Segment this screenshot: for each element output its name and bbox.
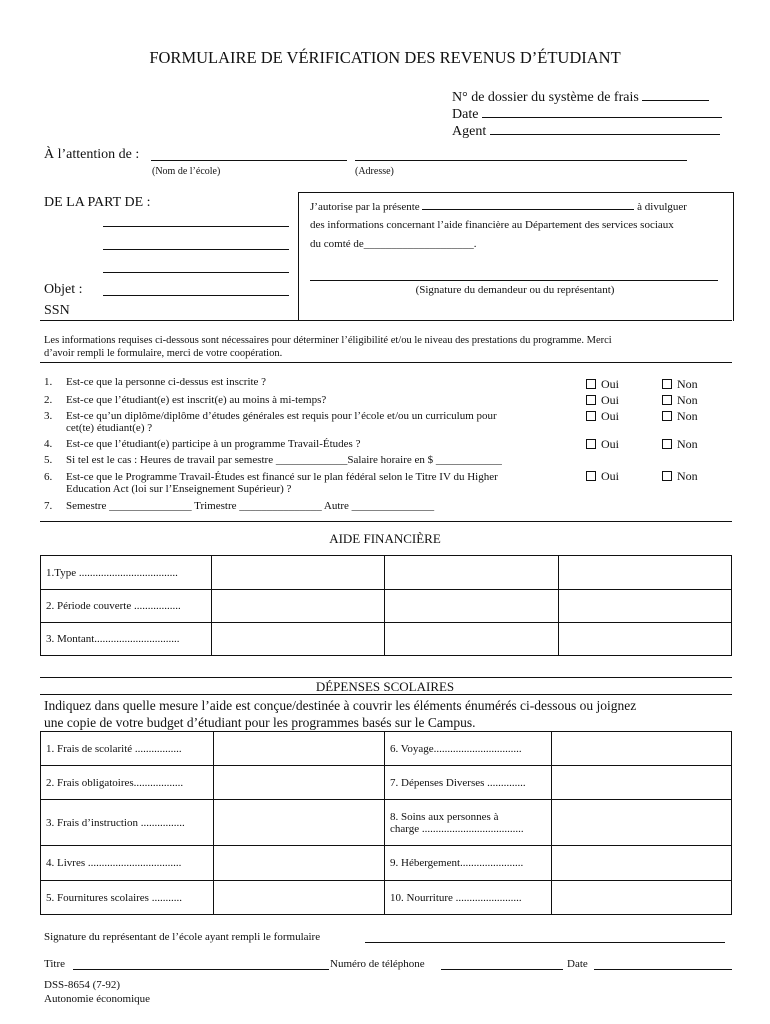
- aid-table: [40, 555, 732, 656]
- phone-label: Numéro de téléphone: [330, 958, 425, 970]
- q4-oui-checkbox[interactable]: Oui: [586, 437, 619, 452]
- q2-non-checkbox[interactable]: Non: [662, 393, 698, 408]
- question-3: 3. Est-ce qu’un diplôme/diplôme d’études générales est requis pour l’école et/ou un curriculum pour cet(te) étudiant(e) ?: [44, 410, 497, 434]
- aid-label-type: 1.Type ....................................: [41, 556, 212, 590]
- expense-cell[interactable]: [552, 846, 732, 881]
- expenses-instruction: [44, 697, 636, 731]
- aid-cell[interactable]: [385, 590, 558, 623]
- intro-line-1: Les informations requises ci-dessous sont nécessaires pour déterminer l’éligibilité et/ou le niveau des prestations du programme. Merci: [44, 335, 612, 346]
- q2-oui-checkbox[interactable]: Oui: [586, 393, 619, 408]
- page-title: FORMULAIRE DE VÉRIFICATION DES REVENUS D’ÉTUDIANT: [149, 48, 621, 67]
- checkbox-icon: [662, 471, 672, 481]
- agent-line: [490, 122, 720, 135]
- date-field[interactable]: [452, 105, 722, 123]
- titre-line[interactable]: [73, 969, 329, 970]
- aid-label-montant: 3. Montant...............................: [41, 623, 212, 656]
- footer-date-label: Date: [567, 958, 588, 970]
- expense-label-instruction: 3. Frais d’instruction ................: [41, 800, 214, 846]
- address-caption: (Adresse): [355, 166, 394, 177]
- expenses-table: [40, 731, 732, 915]
- agent-field[interactable]: [452, 122, 720, 140]
- checkbox-icon: [586, 379, 596, 389]
- form-number: DSS-8654 (7-92): [44, 979, 121, 991]
- phone-line[interactable]: [441, 969, 563, 970]
- divider-top: [40, 320, 732, 321]
- divider-intro: [40, 362, 732, 363]
- expense-cell[interactable]: [214, 881, 385, 915]
- checkbox-icon: [662, 395, 672, 405]
- expense-label-nourriture: 10. Nourriture ........................: [385, 881, 552, 915]
- expense-label-hebergement: 9. Hébergement.......................: [385, 846, 552, 881]
- checkbox-icon: [586, 439, 596, 449]
- attention-label: À l’attention de :: [44, 147, 140, 162]
- aid-cell[interactable]: [385, 556, 558, 590]
- expense-cell[interactable]: [552, 732, 732, 766]
- auth-line-3: du comté de____________________.: [310, 238, 477, 250]
- agent-label: Agent: [452, 124, 487, 139]
- signature-label: Signature du représentant de l’école ayant rempli le formulaire: [44, 931, 321, 943]
- checkbox-icon: [662, 439, 672, 449]
- question-1: 1. Est-ce que la personne ci-dessus est inscrite ?: [44, 376, 267, 388]
- question-4: 4. Est-ce que l’étudiant(e) participe à un programme Travail-Études ?: [44, 438, 361, 450]
- question-2: 2. Est-ce que l’étudiant(e) est inscrit(e) au moins à mi-temps?: [44, 394, 327, 406]
- expense-cell[interactable]: [214, 732, 385, 766]
- aid-label-periode: 2. Période couverte .................: [41, 590, 212, 623]
- q4-non-checkbox[interactable]: Non: [662, 437, 698, 452]
- ssn-label: SSN: [44, 303, 70, 318]
- aid-row-type: [41, 556, 732, 590]
- expense-cell[interactable]: [214, 846, 385, 881]
- objet-label: Objet :: [44, 282, 83, 297]
- aid-row-montant: [41, 623, 732, 656]
- auth-line-1a: J’autorise par la présente: [310, 201, 420, 213]
- question-6: 6. Est-ce que le Programme Travail-Études est financé sur le plan fédéral selon le Titre IV du Higher Education Act (loi sur l’Enseignement Supérieur) ?: [44, 471, 498, 495]
- divider-expenses: [40, 677, 732, 678]
- objet-line[interactable]: [103, 295, 289, 296]
- q3-oui-checkbox[interactable]: Oui: [586, 409, 619, 424]
- expense-label-diverses: 7. Dépenses Diverses ..............: [385, 766, 552, 800]
- expense-cell[interactable]: [552, 881, 732, 915]
- checkbox-icon: [586, 471, 596, 481]
- expense-cell[interactable]: [214, 800, 385, 846]
- expense-label-fournitures: 5. Fournitures scolaires ...........: [41, 881, 214, 915]
- expense-cell[interactable]: [214, 766, 385, 800]
- auth-signature-caption: (Signature du demandeur ou du représentant): [415, 284, 615, 296]
- aid-row-periode: [41, 590, 732, 623]
- aid-cell[interactable]: [212, 623, 385, 656]
- aid-cell[interactable]: [385, 623, 558, 656]
- checkbox-icon: [586, 395, 596, 405]
- expense-cell[interactable]: [552, 766, 732, 800]
- question-7: 7. Semestre _______________ Trimestre _______________ Autre _______________: [44, 500, 435, 512]
- checkbox-icon: [662, 379, 672, 389]
- aid-cell[interactable]: [558, 590, 731, 623]
- expense-label-voyage: 6. Voyage................................: [385, 732, 552, 766]
- q1-oui-checkbox[interactable]: Oui: [586, 377, 619, 392]
- from-label: DE LA PART DE :: [44, 195, 151, 210]
- from-line-2[interactable]: [103, 249, 289, 250]
- dossier-line: [642, 88, 709, 101]
- checkbox-icon: [662, 411, 672, 421]
- q6-oui-checkbox[interactable]: Oui: [586, 469, 619, 484]
- checkbox-icon: [586, 411, 596, 421]
- dossier-field[interactable]: [452, 88, 709, 106]
- auth-line-2: des informations concernant l’aide financière au Département des services sociaux: [310, 219, 674, 231]
- school-name-line[interactable]: [151, 160, 347, 161]
- expense-label-scolarite: 1. Frais de scolarité .................: [41, 732, 214, 766]
- date-line: [482, 105, 722, 118]
- instruction-line-1: Indiquez dans quelle mesure l’aide est conçue/destinée à couvrir les éléments énumérés ci-dessous ou joignez: [44, 698, 637, 713]
- question-5: 5. Si tel est le cas : Heures de travail par semestre _____________Salaire horaire en $ ____________: [44, 454, 502, 466]
- address-line[interactable]: [355, 160, 687, 161]
- intro-text: [44, 334, 612, 360]
- auth-line-1: [310, 200, 687, 213]
- divider-expenses-2: [40, 694, 732, 695]
- from-line-1[interactable]: [103, 226, 289, 227]
- q6-non-checkbox[interactable]: Non: [662, 469, 698, 484]
- q1-non-checkbox[interactable]: Non: [662, 377, 698, 392]
- divider-aid: [40, 521, 732, 522]
- dossier-label: N° de dossier du système de frais: [452, 90, 639, 105]
- from-line-3[interactable]: [103, 272, 289, 273]
- expense-label-soins: 8. Soins aux personnes à charge .....................................: [385, 800, 552, 846]
- aid-heading: AIDE FINANCIÈRE: [329, 531, 441, 546]
- program-name: Autonomie économique: [44, 993, 151, 1005]
- auth-signature-line[interactable]: [310, 280, 718, 281]
- intro-line-2: d’avoir rempli le formulaire, merci de votre coopération.: [44, 348, 283, 359]
- aid-cell[interactable]: [212, 590, 385, 623]
- auth-line-1b: à divulguer: [637, 201, 687, 213]
- q3-non-checkbox[interactable]: Non: [662, 409, 698, 424]
- signature-line[interactable]: [365, 942, 725, 943]
- aid-cell[interactable]: [558, 623, 731, 656]
- aid-cell[interactable]: [212, 556, 385, 590]
- expenses-heading: DÉPENSES SCOLAIRES: [315, 679, 455, 694]
- school-caption: (Nom de l’école): [152, 166, 221, 177]
- aid-cell[interactable]: [558, 556, 731, 590]
- expense-cell[interactable]: [552, 800, 732, 846]
- footer-date-line[interactable]: [594, 969, 732, 970]
- expense-label-livres: 4. Livres ..................................: [41, 846, 214, 881]
- date-label: Date: [452, 107, 479, 122]
- instruction-line-2: une copie de votre budget d’étudiant pour les programmes basés sur le Campus.: [44, 715, 476, 730]
- expense-label-obligatoires: 2. Frais obligatoires..................: [41, 766, 214, 800]
- auth-name-line[interactable]: [422, 200, 634, 210]
- titre-label: Titre: [44, 958, 65, 970]
